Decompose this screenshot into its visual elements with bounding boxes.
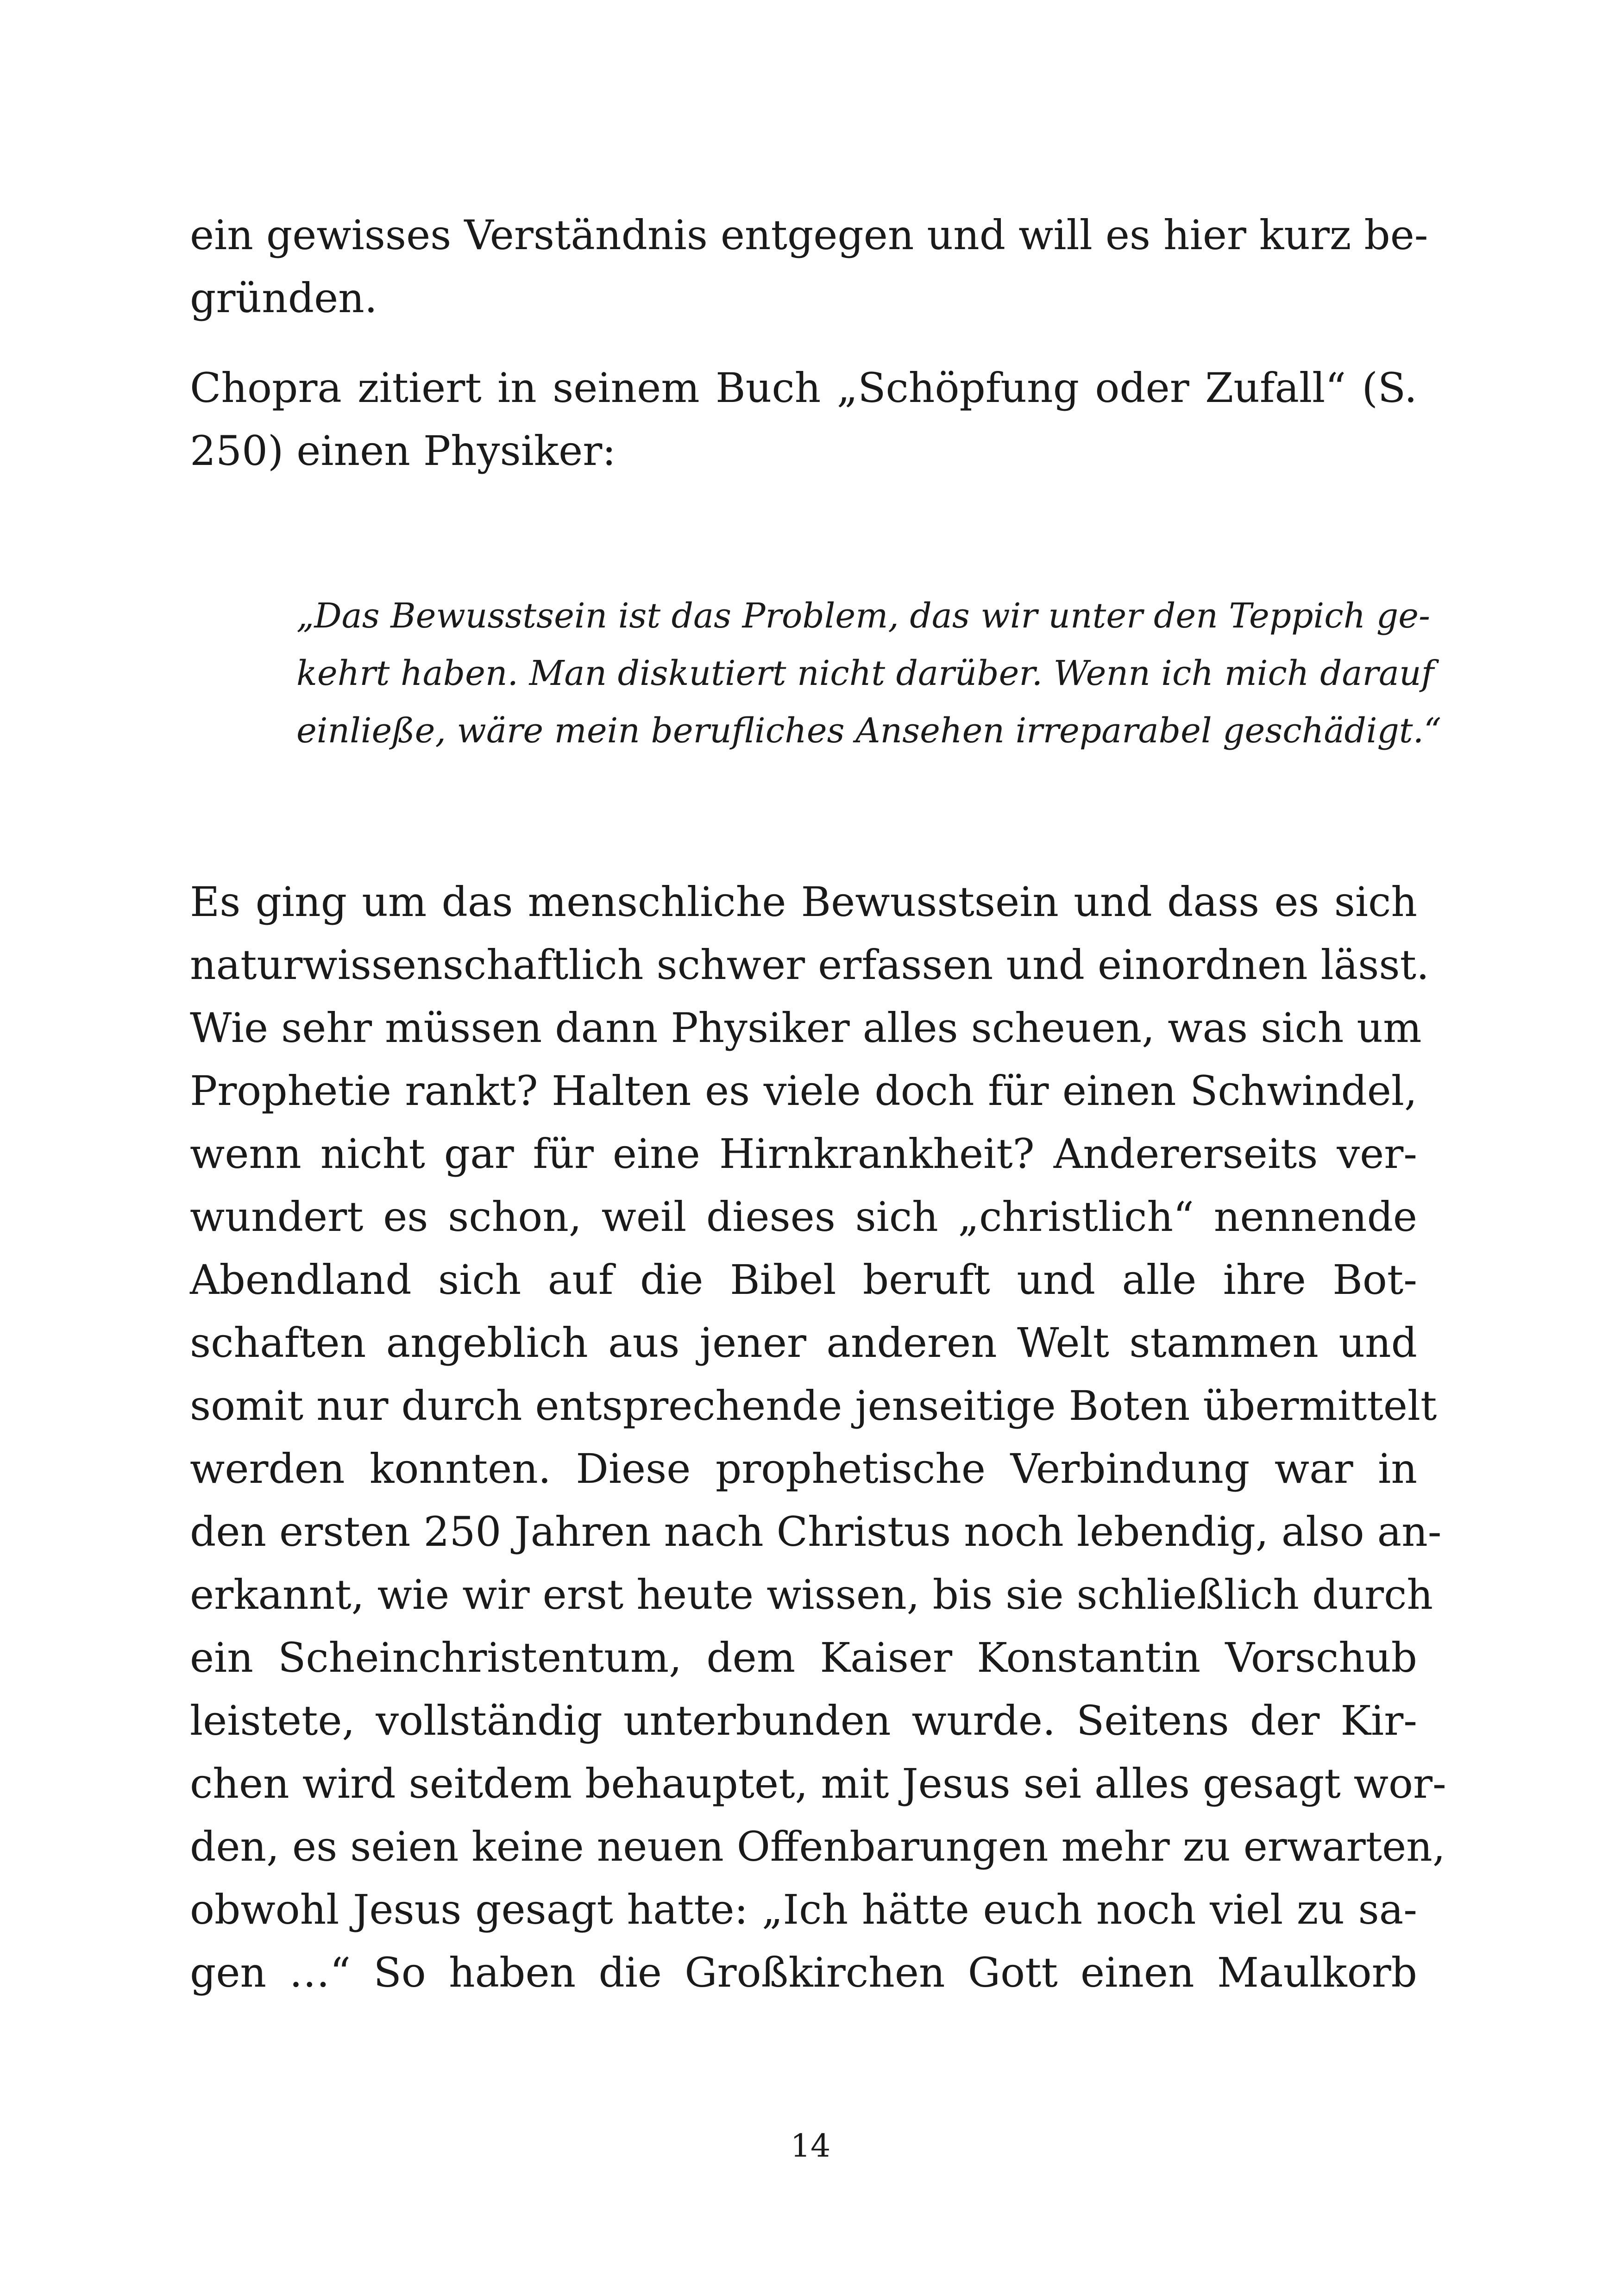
text-line: werden konnten. Diese prophetische Verbindung war in [190,1445,1417,1493]
text-line: ein Scheinchristentum, dem Kaiser Konstantin Vorschub [190,1634,1417,1681]
text-line: ein gewisses Verständnis entgegen und will es hier kurz be- [190,211,1428,259]
text-line: Chopra zitiert in seinem Buch „Schöpfung oder Zufall“ (S. [190,364,1417,412]
quote-line: einließe, wäre mein berufliches Ansehen irreparabel geschädigt.“ [296,711,1441,751]
text-line: Abendland sich auf die Bibel beruft und alle ihre Bot- [190,1256,1417,1304]
paragraph-continuation [190,204,1428,330]
page-number: 14 [790,2128,831,2164]
text-line: Es ging um das menschliche Bewusstsein und dass es sich [190,878,1417,926]
text-line: erkannt, wie wir erst heute wissen, bis sie schließlich durch [190,1571,1433,1618]
text-line: den ersten 250 Jahren nach Christus noch lebendig, also an- [190,1508,1442,1556]
text-line: somit nur durch entsprechende jenseitige Boten übermittelt [190,1382,1437,1430]
text-line: obwohl Jesus gesagt hatte: „Ich hätte euch noch viel zu sa- [190,1886,1417,1933]
text-line: Prophetie rankt? Halten es viele doch für einen Schwindel, [190,1067,1417,1115]
text-line: wenn nicht gar für eine Hirnkrankheit? Andererseits ver- [190,1130,1417,1178]
text-line: schaften angeblich aus jener anderen Welt stammen und [190,1319,1417,1367]
text-line: den, es seien keine neuen Offenbarungen mehr zu erwarten, [190,1823,1445,1870]
quote-line: „Das Bewusstsein ist das Problem, das wir unter den Teppich ge- [296,596,1430,636]
text-line: wundert es schon, weil dieses sich „christlich“ nennende [190,1193,1417,1241]
text-line: 250) einen Physiker: [190,427,616,475]
text-line: chen wird seitdem behauptet, mit Jesus sei alles gesagt wor- [190,1760,1446,1807]
text-line: Wie sehr müssen dann Physiker alles scheuen, was sich um [190,1004,1422,1052]
paragraph-chopra-intro [190,357,1417,483]
text-line: gründen. [190,274,377,322]
quote-line: kehrt haben. Man diskutiert nicht darüber. Wenn ich mich darauf [296,653,1434,693]
physicist-quote [296,587,1441,759]
text-line: leistete, vollständig unterbunden wurde. Seitens der Kir- [190,1697,1417,1744]
paragraph-consciousness [190,871,1446,2004]
text-line: gen …“ So haben die Großkirchen Gott einen Maulkorb [190,1949,1417,1996]
text-line: naturwissenschaftlich schwer erfassen und einordnen lässt. [190,941,1429,989]
